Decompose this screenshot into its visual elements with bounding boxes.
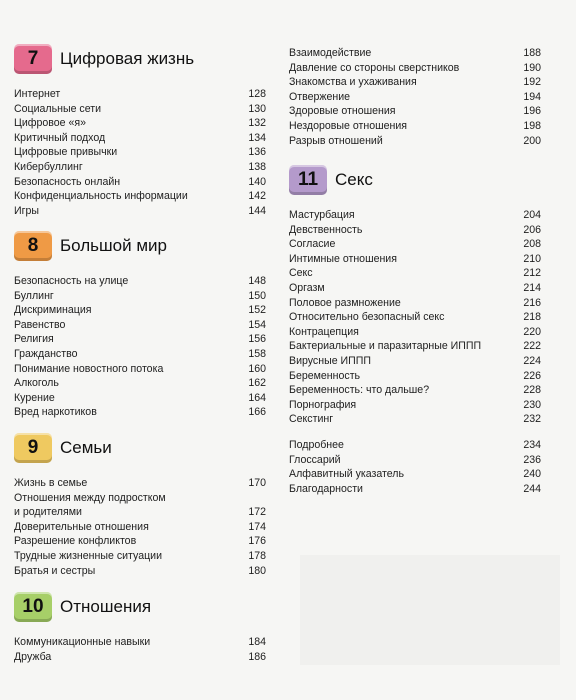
entry-page-number: 166	[248, 406, 266, 419]
toc-entry[interactable]	[289, 208, 541, 223]
toc-entry[interactable]	[289, 252, 541, 267]
chapter-number-badge: 10	[14, 592, 52, 622]
entry-page-number: 180	[248, 564, 266, 577]
entry-page-number: 170	[248, 477, 266, 489]
entry-title: Цифровые привычки	[14, 146, 118, 159]
toc-entry[interactable]	[289, 354, 541, 369]
toc-entry[interactable]	[14, 347, 266, 362]
entry-title: Трудные жизненные ситуации	[14, 549, 162, 562]
toc-entry[interactable]	[289, 61, 541, 76]
background-figures	[300, 555, 560, 665]
entry-page-number: 130	[248, 102, 266, 115]
entry-title: Безопасность онлайн	[14, 175, 121, 188]
entry-title: Понимание новостного потока	[14, 362, 164, 375]
toc-entry[interactable]	[14, 102, 266, 117]
entry-page-number: 152	[248, 304, 266, 317]
entry-page-number: 188	[523, 47, 541, 59]
entry-title: Алкоголь	[14, 377, 59, 390]
entry-page-number: 174	[248, 520, 266, 533]
entry-title: Бактериальные и паразитарные ИППП	[289, 340, 482, 353]
entry-page-number: 222	[523, 340, 541, 353]
toc-entry[interactable]	[289, 467, 541, 482]
toc-entry[interactable]	[14, 303, 266, 318]
entry-page-number: 176	[248, 535, 266, 548]
chapter-entries	[289, 208, 541, 427]
entry-page-number: 144	[248, 204, 266, 217]
entry-title: Конфиденциальность информации	[14, 190, 188, 203]
entry-title: Игры	[14, 204, 39, 217]
toc-entry[interactable]	[289, 412, 541, 427]
entry-title: Доверительные отношения	[14, 520, 149, 533]
entry-title: Интимные отношения	[289, 252, 397, 265]
entry-title: Кибербуллинг	[14, 160, 83, 173]
entry-title: Интернет	[14, 88, 61, 100]
entry-title: Секстинг	[289, 413, 334, 426]
entry-page-number: 150	[248, 289, 266, 302]
entry-title: Относительно безопасный секс	[289, 311, 445, 324]
toc-entry[interactable]	[289, 398, 541, 413]
entry-title: Жизнь в семье	[14, 477, 88, 489]
toc-entry[interactable]	[14, 534, 266, 549]
chapter-entries	[289, 46, 541, 148]
toc-entry[interactable]	[14, 175, 266, 190]
toc-entry[interactable]	[14, 189, 266, 204]
toc-entry[interactable]	[14, 476, 266, 491]
entry-title: Социальные сети	[14, 102, 102, 115]
toc-entry[interactable]	[289, 223, 541, 238]
chapter-title: Большой мир	[60, 236, 167, 255]
chapter-entries	[14, 635, 266, 664]
toc-entry[interactable]	[14, 289, 266, 304]
entry-page-number: 190	[523, 61, 541, 74]
entry-page-number: 194	[523, 90, 541, 103]
toc-entry[interactable]	[289, 383, 541, 398]
toc-entry[interactable]	[289, 281, 541, 296]
entry-title: Секс	[289, 267, 313, 280]
chapter-entries	[14, 87, 266, 218]
entry-page-number: 156	[248, 333, 266, 346]
entry-title: Подробнее	[289, 439, 344, 451]
entry-title: Отвержение	[289, 90, 351, 103]
entry-title: Гражданство	[14, 347, 78, 360]
entry-page-number: 142	[248, 190, 266, 203]
entry-title: Равенство	[14, 318, 66, 331]
toc-entry[interactable]	[289, 369, 541, 384]
chapter-header	[14, 431, 266, 465]
entry-title: Курение	[14, 391, 55, 404]
toc-entry[interactable]	[14, 391, 266, 406]
entry-page-number: 178	[248, 549, 266, 562]
chapter-title: Секс	[335, 170, 373, 189]
entry-page-number: 206	[523, 223, 541, 236]
entry-page-number: 220	[523, 325, 541, 338]
chapter-entries	[14, 476, 266, 578]
entry-page-number: 154	[248, 318, 266, 331]
entry-title: Девственность	[289, 223, 363, 236]
chapter-7	[14, 42, 266, 218]
chapter-9	[14, 431, 266, 578]
entry-title: Дружба	[14, 650, 52, 663]
entry-page-number: 172	[248, 506, 266, 519]
entry-page-number: 214	[523, 281, 541, 294]
toc-entry[interactable]	[14, 160, 266, 175]
entry-page-number: 240	[523, 468, 541, 481]
entry-title: Братья и сестры	[14, 564, 96, 577]
entry-page-number: 162	[248, 377, 266, 390]
entry-page-number: 230	[523, 398, 541, 411]
entry-title: Беременность: что дальше?	[289, 384, 430, 397]
entry-title: Цифровое «я»	[14, 117, 87, 130]
entry-title: Здоровые отношения	[289, 105, 396, 118]
entry-page-number: 234	[523, 439, 541, 451]
toc-entry[interactable]	[14, 405, 266, 420]
entry-title: и родителями	[14, 506, 82, 519]
entry-page-number: 212	[523, 267, 541, 280]
toc-entry[interactable]	[14, 87, 266, 102]
chapter-header	[14, 590, 266, 624]
entry-page-number: 134	[248, 131, 266, 144]
entry-page-number: 128	[248, 88, 266, 100]
toc-entry[interactable]	[14, 635, 266, 650]
toc-entry[interactable]	[14, 116, 266, 131]
entry-page-number: 140	[248, 175, 266, 188]
entry-title: Коммуникационные навыки	[14, 636, 151, 648]
entry-title: Благодарности	[289, 482, 363, 495]
entry-title: Критичный подход	[14, 131, 106, 144]
chapter-title: Семьи	[60, 438, 112, 457]
entry-title: Религия	[14, 333, 54, 346]
chapter-10-continued	[289, 46, 541, 148]
entry-title: Половое размножение	[289, 296, 401, 309]
entry-page-number: 208	[523, 238, 541, 251]
toc-entry[interactable]	[289, 104, 541, 119]
entry-title: Взаимодействие	[289, 47, 372, 59]
chapter-header	[289, 163, 541, 197]
chapter-number-badge: 7	[14, 44, 52, 74]
entry-page-number: 158	[248, 347, 266, 360]
entry-page-number: 224	[523, 354, 541, 367]
entry-page-number: 138	[248, 160, 266, 173]
toc-entry[interactable]	[289, 325, 541, 340]
chapter-8	[14, 229, 266, 420]
toc-entry[interactable]	[14, 505, 266, 520]
entry-page-number: 244	[523, 482, 541, 495]
entry-title: Контрацепция	[289, 325, 359, 338]
entry-title: Вирусные ИППП	[289, 354, 371, 367]
toc-entry[interactable]	[289, 119, 541, 134]
toc-entry[interactable]	[289, 75, 541, 90]
entry-title: Знакомства и ухаживания	[289, 76, 417, 89]
entry-title: Беременность	[289, 369, 361, 382]
chapter-number-badge: 8	[14, 231, 52, 261]
entry-page-number: 200	[523, 134, 541, 147]
entry-page-number: 160	[248, 362, 266, 375]
appendix	[289, 438, 541, 496]
entry-page-number: 210	[523, 252, 541, 265]
entry-title: Вред наркотиков	[14, 406, 97, 419]
toc-entry[interactable]	[289, 46, 541, 61]
toc-entry[interactable]	[289, 453, 541, 468]
entry-page-number: 136	[248, 146, 266, 159]
toc-entry[interactable]	[14, 274, 266, 289]
entry-page-number: 226	[523, 369, 541, 382]
entry-title: Мастурбация	[289, 209, 355, 221]
toc-entry[interactable]	[14, 145, 266, 160]
entry-title: Разрешение конфликтов	[14, 535, 137, 548]
chapter-title: Цифровая жизнь	[60, 49, 195, 68]
entry-page-number: 186	[248, 650, 266, 663]
entry-title: Давление со стороны сверстников	[289, 61, 460, 74]
entry-title: Алфавитный указатель	[289, 468, 405, 481]
entry-title: Безопасность на улице	[14, 275, 129, 287]
toc-entry[interactable]	[14, 549, 266, 564]
entry-page-number: 148	[248, 275, 266, 287]
entry-page-number: 216	[523, 296, 541, 309]
entry-title: Нездоровые отношения	[289, 119, 408, 132]
entry-page-number: 184	[248, 636, 266, 648]
entry-page-number: 164	[248, 391, 266, 404]
entry-title: Отношения между подростком	[14, 491, 166, 504]
entry-page-number: 132	[248, 117, 266, 130]
toc-entry[interactable]	[14, 318, 266, 333]
chapter-11	[289, 163, 541, 427]
entry-page-number: 236	[523, 453, 541, 466]
toc-entry[interactable]	[289, 339, 541, 354]
toc-entry[interactable]	[289, 90, 541, 105]
entry-page-number: 218	[523, 311, 541, 324]
toc-entry[interactable]	[289, 482, 541, 497]
entry-page-number: 192	[523, 76, 541, 89]
toc-entry[interactable]	[289, 237, 541, 252]
toc-entry[interactable]	[289, 266, 541, 281]
entry-title: Дискриминация	[14, 304, 92, 317]
toc-entry[interactable]	[289, 296, 541, 311]
chapter-header	[14, 42, 266, 76]
toc-entry[interactable]	[14, 131, 266, 146]
entry-page-number: 204	[523, 209, 541, 221]
entry-title: Согласие	[289, 238, 336, 251]
toc-entry[interactable]	[289, 438, 541, 453]
entry-title: Буллинг	[14, 289, 54, 302]
appendix-entries	[289, 438, 541, 496]
toc-entry[interactable]	[14, 362, 266, 377]
toc-entry[interactable]	[14, 376, 266, 391]
chapter-entries	[14, 274, 266, 420]
entry-page-number: 228	[523, 384, 541, 397]
chapter-10	[14, 590, 266, 664]
chapter-number-badge: 11	[289, 165, 327, 195]
entry-page-number: 198	[523, 119, 541, 132]
toc-entry[interactable]	[289, 134, 541, 149]
toc-entry[interactable]	[14, 204, 266, 219]
entry-title: Порнография	[289, 398, 357, 411]
entry-title: Разрыв отношений	[289, 134, 383, 147]
toc-entry[interactable]	[289, 310, 541, 325]
entry-title: Глоссарий	[289, 453, 341, 466]
entry-page-number: 232	[523, 413, 541, 426]
toc-entry[interactable]	[14, 564, 266, 579]
entry-title: Оргазм	[289, 281, 325, 294]
entry-page-number: 196	[523, 105, 541, 118]
chapter-header	[14, 229, 266, 263]
toc-entry[interactable]	[14, 520, 266, 535]
toc-entry[interactable]	[14, 491, 266, 506]
chapter-number-badge: 9	[14, 433, 52, 463]
toc-entry[interactable]	[14, 650, 266, 665]
toc-entry[interactable]	[14, 332, 266, 347]
chapter-title: Отношения	[60, 597, 152, 616]
